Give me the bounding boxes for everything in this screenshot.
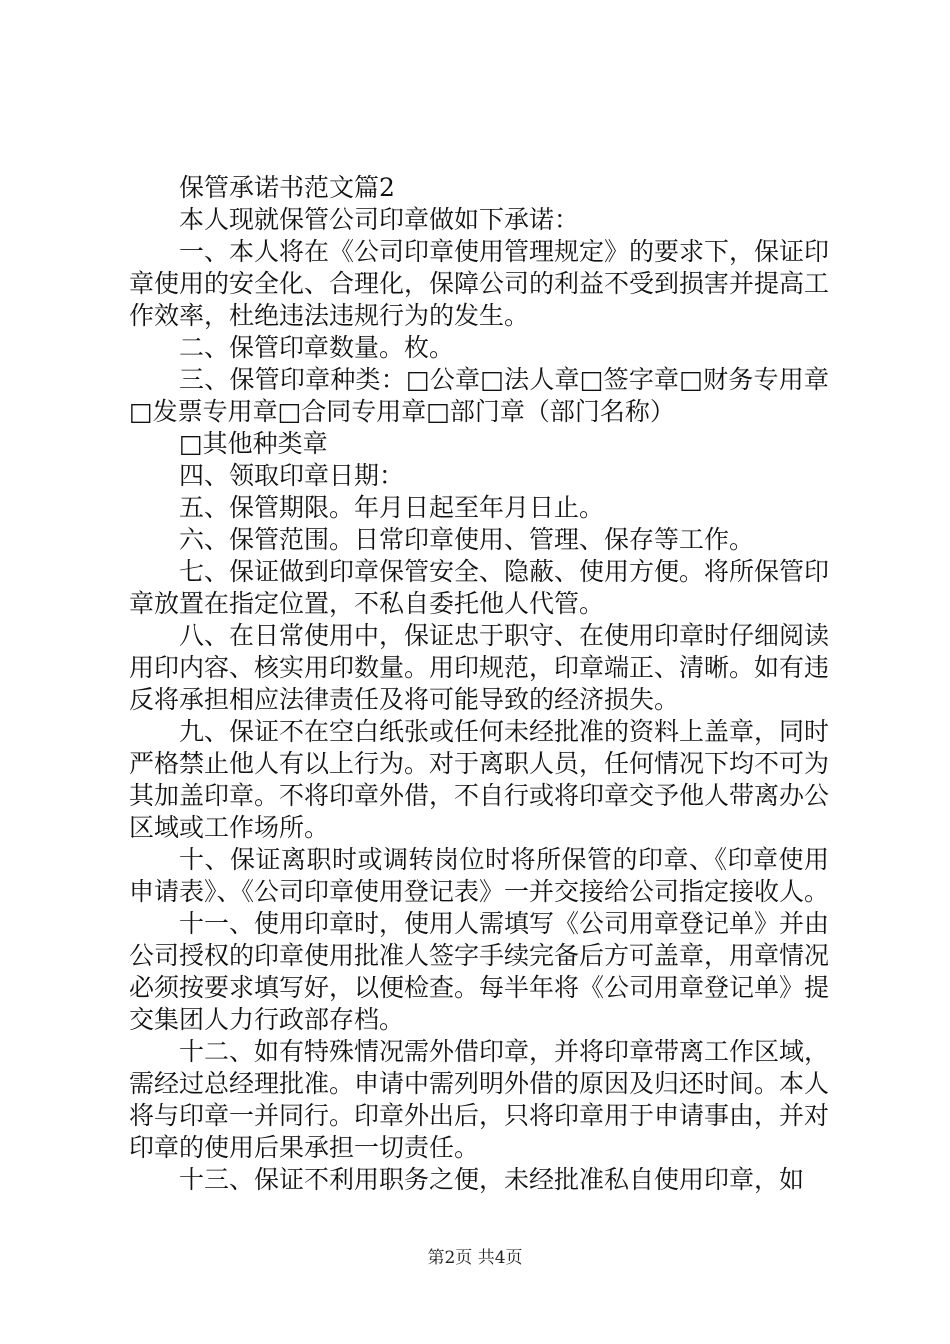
document-title: 保管承诺书范文篇2 (179, 173, 395, 202)
paragraph: 九、保证不在空白纸张或任何未经批准的资料上盖章，同时严格禁止他人有以上行为。对于离职人员，任何情况下均不可为其加盖印章。不将印章外借，不自行或将印章交予他人带离办公区域或工作场所。 (129, 717, 830, 842)
paragraph: 一、本人将在《公司印章使用管理规定》的要求下，保证印章使用的安全化、合理化，保障公司的利益不受到损害并提高工作效率，杜绝违法违规行为的发生。 (129, 237, 830, 330)
paragraph: 七、保证做到印章保管安全、隐蔽、使用方便。将所保管印章放置在指定位置，不私自委托他人代管。 (129, 557, 830, 618)
paragraph: 十三、保证不利用职务之便，未经批准私自使用印章，如 (179, 1165, 805, 1194)
paragraph: 二、保管印章数量。枚。 (179, 333, 455, 362)
paragraph: 三、保管印章种类：□公章□法人章□签字章□财务专用章□发票专用章□合同专用章□部门章（部门名称） (129, 365, 829, 426)
paragraph: □其他种类章 (179, 429, 328, 458)
paragraph: 八、在日常使用中，保证忠于职守、在使用印章时仔细阅读用印内容、核实用印数量。用印规范，印章端正、清晰。如有违反将承担相应法律责任及将可能导致的经济损失。 (129, 621, 830, 714)
paragraph: 五、保管期限。年月日起至年月日止。 (179, 493, 605, 522)
paragraph: 十一、使用印章时，使用人需填写《公司用章登记单》并由公司授权的印章使用批准人签字手续完备后方可盖章，用章情况必须按要求填写好，以便检查。每半年将《公司用章登记单》提交集团人力行政部存档。 (129, 909, 830, 1034)
page-number-footer: 第2页 共4页 (427, 1248, 523, 1268)
document-body (129, 172, 829, 1196)
paragraph: 六、保管范围。日常印章使用、管理、保存等工作。 (179, 525, 755, 554)
paragraph: 本人现就保管公司印章做如下承诺： (179, 205, 580, 234)
paragraph: 十、保证离职时或调转岗位时将所保管的印章、《印章使用申请表》、《公司印章使用登记表》一并交接给公司指定接收人。 (129, 845, 830, 906)
paragraph: 十二、如有特殊情况需外借印章，并将印章带离工作区域，需经过总经理批准。申请中需列明外借的原因及归还时间。本人将与印章一并同行。印章外出后，只将印章用于申请事由，并对印章的使用后果承担一切责任。 (129, 1037, 830, 1162)
paragraph: 四、领取印章日期： (179, 461, 405, 490)
